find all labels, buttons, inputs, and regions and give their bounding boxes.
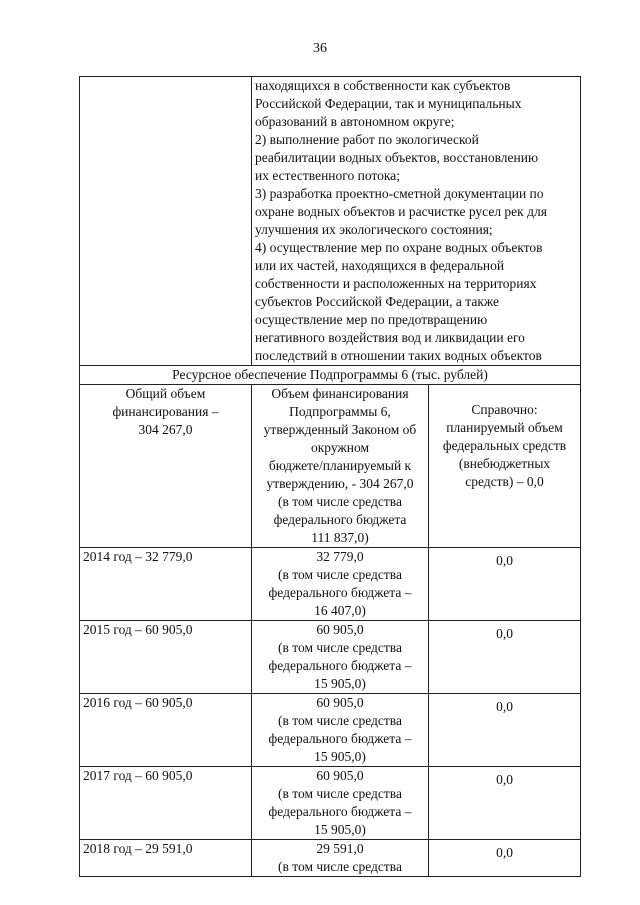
year-cell: 2017 год – 60 905,0 [80,767,252,840]
amount-cell: 60 905,0 (в том числе средства федерального бюджета – 15 905,0) [252,694,429,767]
header-row [80,385,581,548]
amount-cell: 60 905,0 (в том числе средства федерального бюджета – 15 905,0) [252,767,429,840]
table-row [80,548,581,621]
header-reference: Справочно: планируемый объем федеральных средств (внебюджетных средств) – 0,0 [429,385,581,548]
ref-cell: 0,0 [429,767,581,840]
section-title-row [80,366,581,385]
year-cell: 2018 год – 29 591,0 [80,840,252,877]
year-cell: 2015 год – 60 905,0 [80,621,252,694]
ref-cell: 0,0 [429,694,581,767]
amount-cell: 32 779,0 (в том числе средства федерального бюджета – 16 407,0) [252,548,429,621]
ref-cell: 0,0 [429,840,581,877]
year-cell: 2016 год – 60 905,0 [80,694,252,767]
amount-cell: 29 591,0 (в том числе средства [252,840,429,877]
table-row [80,694,581,767]
subprogram-table [79,76,581,877]
page-number: 36 [313,41,327,56]
ref-cell: 0,0 [429,548,581,621]
ref-cell: 0,0 [429,621,581,694]
amount-cell: 60 905,0 (в том числе средства федерального бюджета – 15 905,0) [252,621,429,694]
header-financing: Объем финансирования Подпрограммы 6, утвержденный Законом об окружном бюджете/планируемый к утверждению, - 304 267,0 (в том числе средства федерального бюджета 111 837,0) [252,385,429,548]
continuation-text: находящихся в собственности как субъектов Российской Федерации, так и муниципальных образований в автономном округе; 2) выполнение работ по экологической реабилитации водных объектов, восстановлению их естественного потока; 3) разработка проектно-сметной документации по охране водных объектов и расчистке русел рек для улучшения их экологического состояния; 4) осуществление мер по охране водных объектов или их частей, находящихся в федеральной собственности и расположенных на территориях субъектов Российской Федерации, а также осуществление мер по предотвращению негативного воздействия вод и ликвидации его последствий в отношении таких водных объектов [252,77,581,366]
section-title: Ресурсное обеспечение Подпрограммы 6 (тыс. рублей) [80,366,581,385]
description-row [80,77,581,366]
header-total: Общий объем финансирования – 304 267,0 [80,385,252,548]
empty-label-cell [80,77,252,366]
table-row [80,840,581,877]
table-row [80,621,581,694]
year-cell: 2014 год – 32 779,0 [80,548,252,621]
table-row [80,767,581,840]
